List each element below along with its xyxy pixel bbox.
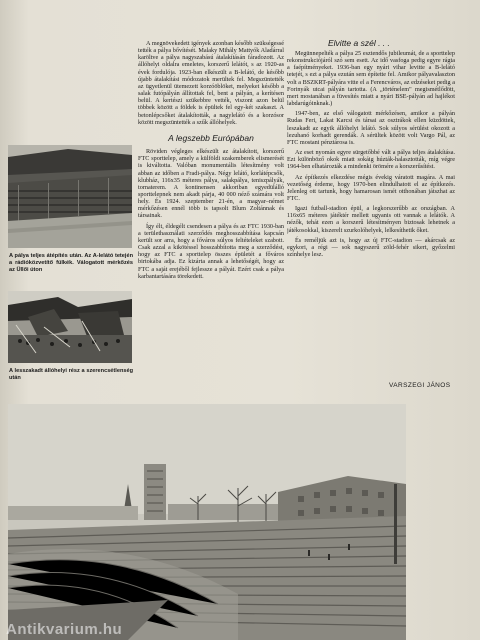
stadium-construction-photo [8,404,406,640]
stadium-stands-image [8,145,132,248]
right-paragraph-2: 1947-ben, az első válogatott mérkőzésen, amikor a pályán Rudas Feri, Lakat Karcsi és társai az osztrákok ellen küzdöttek, leszakadt az egyik állóhelyi lelátó. Sok súlyos sérülést okozott a lezuhanó korhadt gerendák. A sérültek között volt Vargo Pál, az FTC mostani pénztárosa is. [287,110,455,146]
collapsed-stand-image [8,291,132,363]
stadium-construction-image [8,404,406,640]
right-paragraph-4: Az építkezés elkezdése mégis évekig váratott magára. A mai vezetőség érdeme, hogy 1970-ben elindulhatott el az építkezés. Jelenleg ott tartunk, hogy hamarosan ismét otthonában játszhat az FTC. [287,173,455,202]
collapsed-stand-photo [8,291,132,363]
watermark: Antikvarium.hu [6,621,123,638]
photo1-caption: A pálya teljes átépítés után. Az A-lelátó tetején a rádióközvetítő fülkék. Válogatott mérkőzés az Üllői úton [9,253,133,273]
stadium-stands-photo [8,145,132,248]
middle-paragraph-3: Így élt, éldegélt csendesen a pálya és az FTC 1930-ban a területhasználati szerződés meghosszabbítása kapcsán került sor arra, hogy a főváros súlyos feltételeket szabott. Csak azzal a kikötéssel hosszabbította meg a szerződést, hogy az FTC a sporttelep összes épületét a főváros birtokába adja. Ez kizárta annak a lehetőségét, hogy az FTC a saját erejéből fejlessze a pályát. Ezért csak a pálya karbantartására törekedett. [138,222,284,280]
middle-paragraph-2: Röviden végleges elkészült az átalakított, korszerű FTC sporttelep, amely a külföldi szakemberek elismerését is kiváltotta. Valóban monumentális létesítmény volt abban az időben a Fradi-pálya. Négy lelátó, korlátépcsők, klubház, 116x35 méteres pálya, salakpálya, teniszpályák, tornaterem. A kontinensen akkoriban egyedülálló sporttelepnek nem akadt párja, 40 000 néző számára volt hely. És 1924. szeptember 21-én, a magyar–német mérkőzésen ennél több is tapsolt Blum Zoltánnak és társainak. [138,148,284,220]
middle-paragraph-1: A megnövekedett igények azonban később szükségessé tették a pálya bővítését. Malaky Mihály Mattyók Aladárral karöltve a pálya nagyszabású átalakításán fáradozott. Az állóhelyi oldalra emeletes, korszerű lelátót, s az 1920-as évek fordulója. 1923-ban elkészült a B-lelátó, de később újabb átalakítási módozatok merültek fel. Megszüntették az ügyetlenül ütemezett korzóöblöket, melyeket később a salak futópályán állítottak fel, bent a pályán, a kerítésen belül. A kertészi szükebbre vették, viszont azon belül többek között a földek is épültek fel egy-két szakaszt. A betonlépcsőket átalakították, a nagylelátó és a korzósor között megszüntették a szűk állóhelyek. [138,40,284,126]
right-heading: Elvitte a szél . . . [328,38,390,48]
middle-column [138,40,284,402]
right-paragraph-3: Az eset nyomán egyre sürgetőbbé vált a pálya teljes átalakítása. Ezt különböző okok miatt sokáig húzták-halasztották, míg végre 1964-ben elhatározták a mindenki örömére a korszerűsítést. [287,149,455,171]
photo2-caption: A lesszakadt állóhelyi rész a szerencsétlenség után [9,368,133,381]
author-signature: VARSZEGI JÁNOS [389,382,451,389]
right-paragraph-1: Megünnepelték a pálya 25 esztendős jubileumát, de a sporttelep rekonstrukciójáról szó sem esett. Az idő vasfoga pedig egyre rágta a faépítményeket. 1936-ban egy nyári vihar levitte a B-lelátó tetejét, s ezt a pálya ezután sem építette fel. Amikor pályavalaszton volt a BSZKRT-pályára vitte el a Ferencváros, az edzéseket pedig a Forinyák utcai pályán tartotta. (A „történelem" megismétlődött, mert mostanában a füvesítés miatt a nyári BSE-pályán ad hajlékot labdarúgóinknak.) [287,50,455,108]
right-column [287,50,455,365]
right-paragraph-5: Igazi futball-stadion épül, a legkorszerűbb az országban. A 116x65 méteres játéktér mellett ugyanis ott vannak a lelátók. A nézők, tehát ezen a korszerű létesítményen biztosak lehetnek a játékosokkal, kiszerelt szurkolóhelyek, lelkesíthetik őket. [287,205,455,234]
middle-heading: A legszebb Európában [168,132,254,143]
right-paragraph-6: És reméljük azt is, hogy az új FTC-stadion — akárcsak az egykori, a régi — sok nagyszerű zöld-fehér sikert, győzelmi színhelye lesz. [287,236,455,259]
